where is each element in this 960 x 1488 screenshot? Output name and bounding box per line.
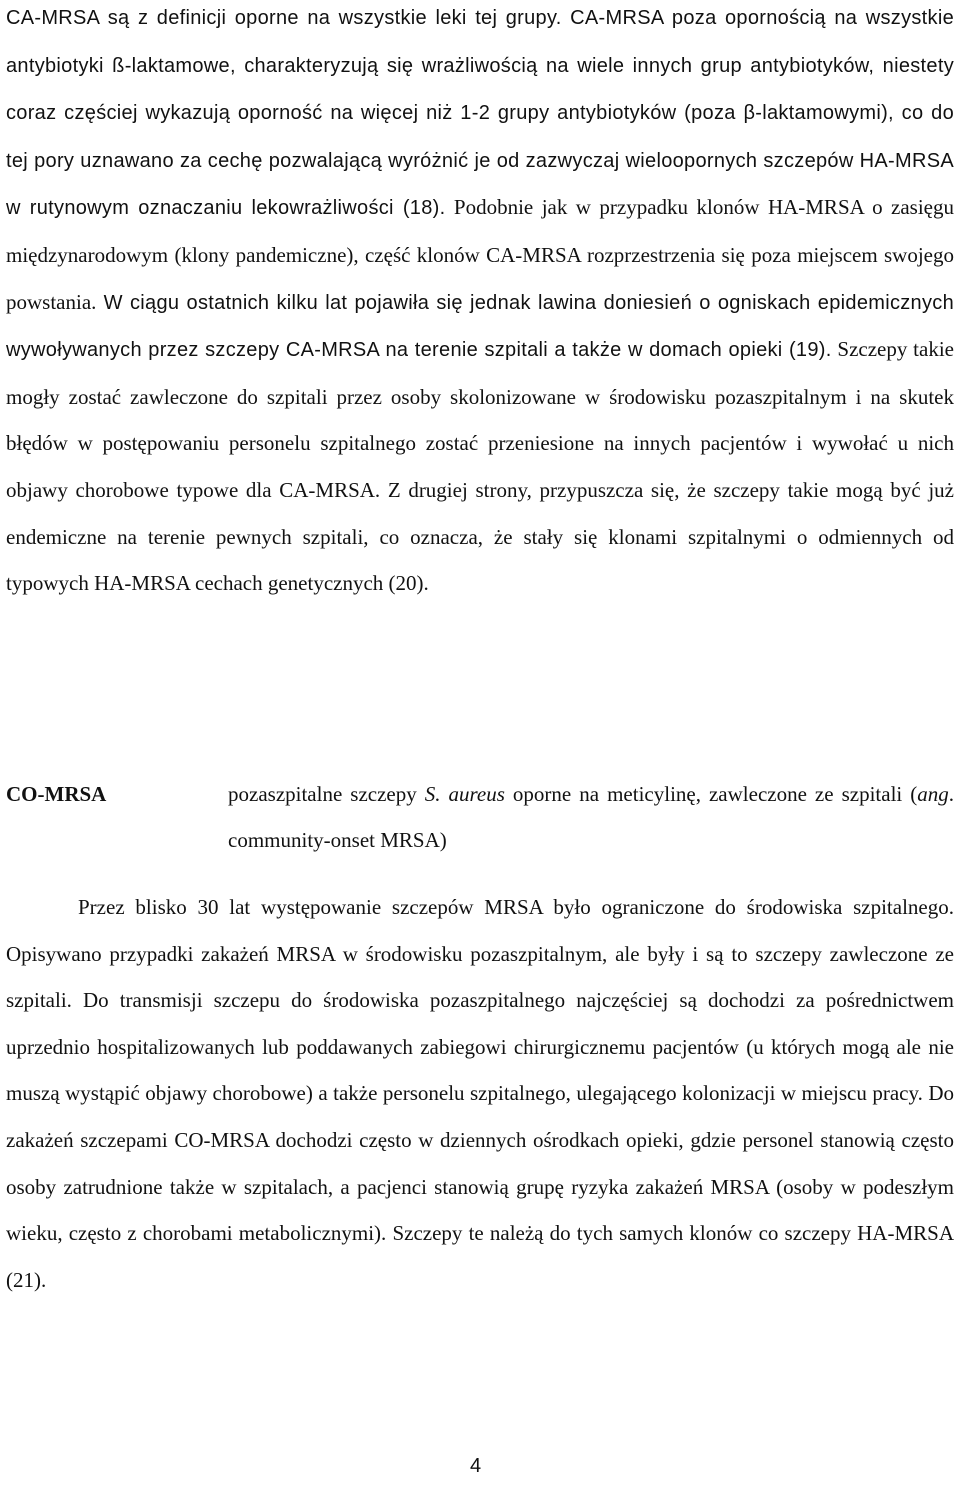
definition-species-italic: S. aureus [424, 782, 505, 806]
definition-ang-italic: ang [917, 782, 949, 806]
paragraph-2-part-1: Przez blisko 30 lat występowanie szczepów MRSA było ograniczone do środowiska szpitalnego. Opisywano przypadki zakażeń MRSA w środowisku pozaszpitalnym, ale były i są to szczepy zawleczone ze szpitali. [6, 895, 954, 1013]
paragraph-co-mrsa [6, 884, 954, 1303]
paragraph-2-part-3: Szczepy te należą do tych samych klonów co szczepy HA-MRSA (21). [6, 1221, 954, 1292]
paragraph-1-part-5: Szczepy takie mogły zostać zawleczone do szpitali przez osoby skolonizowane w środowisku pozaszpitalnym i na skutek błędów w postępowaniu personelu szpitalnego zostać przeniesione na innych pacjentów i wywołać u nich objawy chorobowe typowe dla CA-MRSA. Z drugiej strony, przypuszcza się, że szczepy takie mogą być już endemiczne na terenie pewnych szpitali, co oznacza, że stały się klonami szpitalnymi o odmiennych od typowych HA-MRSA cechach genetycznych (20). [6, 337, 954, 596]
page-number: 4 [470, 1455, 482, 1477]
definition-text-2: oporne na meticylinę, zawleczone ze szpitali ( [504, 782, 918, 806]
definition-term: CO-MRSA [6, 782, 107, 806]
definition-co-mrsa [6, 771, 954, 871]
paragraph-1-part-4: W ciągu ostatnich kilku lat pojawiła się jednak lawina doniesień o ogniskach epidemicznych wywoływanych przez szczepy CA-MRSA na terenie szpitali a także w domach opieki (19). [6, 291, 954, 362]
paragraph-ca-mrsa [6, 0, 954, 607]
definition-text-3: . community-onset MRSA) [228, 782, 954, 852]
paragraph-1-part-2: CA-MRSA poza opornością na wszystkie antybiotyki ß-laktamowe, charakteryzują się wrażliwością na wiele innych grup antybiotyków, niestety coraz częściej wykazują oporność na więcej niż 1-2 grupy antybiotyków (poza β-laktamowymi), co do tej pory uznawano za cechę pozwalającą wyróżnić je od zazwyczaj wieloopornych szczepów HA-MRSA w rutynowym oznaczaniu lekowrażliwości (18). [6, 7, 955, 220]
paragraph-1-part-1: CA-MRSA są z definicji oporne na wszystkie leki tej grupy. [6, 7, 562, 29]
definition-text [228, 771, 954, 863]
paragraph-2-part-2: Do transmisji szczepu do środowiska pozaszpitalnego najczęściej są dochodzi za pośrednictwem uprzednio hospitalizowanych lub poddawanych zabiegowi chirurgicznemu pacjentów (u których mogą ale nie muszą wystąpić objawy chorobowe) a także personelu szpitalnego, ulegającego kolonizacji w miejscu pracy. Do zakażeń szczepami CO-MRSA dochodzi często w dziennych ośrodkach opieki, gdzie personel stanowią często osoby zatrudnione także w szpitalach, a pacjenci stanowią grupę ryzyka zakażeń MRSA (osoby w podeszłym wieku, często z chorobami metabolicznymi). [6, 988, 954, 1246]
paragraph-1-part-3: Podobnie jak w przypadku klonów HA-MRSA o zasięgu międzynarodowym (klony pandemiczne), część klonów CA-MRSA rozprzestrzenia się poza miejscem swojego powstania. [6, 195, 954, 314]
definition-text-1: pozaszpitalne szczepy [228, 782, 425, 806]
